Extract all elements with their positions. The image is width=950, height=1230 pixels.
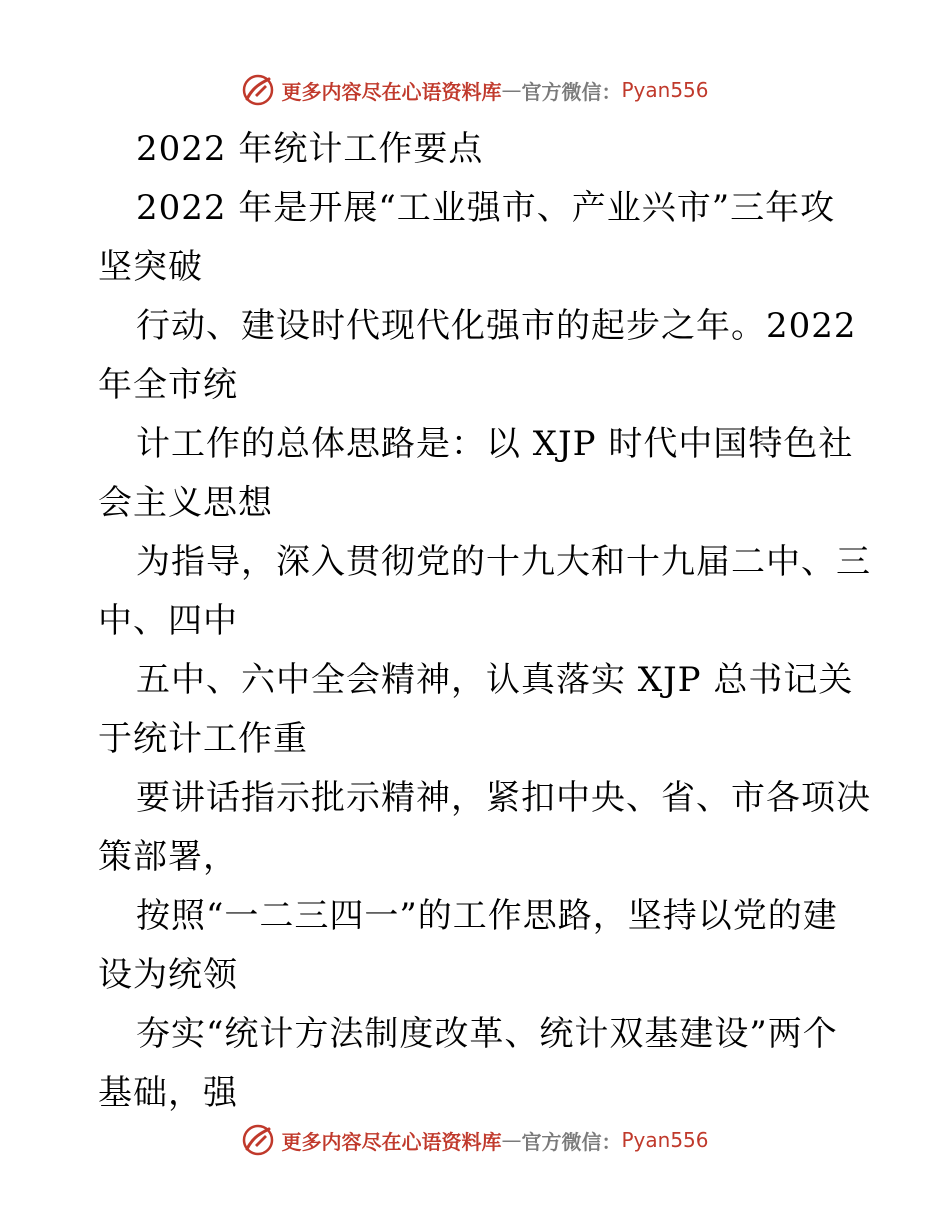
document-line: 要讲话指示批示精神，紧扣中央、省、市各项决 [136,778,871,818]
document-body [98,120,871,1123]
header-banner [0,70,950,110]
document-line: 策部署， [98,837,238,877]
document-line: 夯实“统计方法制度改革、统计双基建设”两个 [136,1014,838,1054]
document-line: 为指导，深入贯彻党的十九大和十九届二中、三 [136,542,871,582]
document-line: 会主义思想 [98,483,273,523]
document-line: 于统计工作重 [98,719,308,759]
document-line: 坚突破 [98,247,203,287]
document-line: 2022 年是开展“工业强市、产业兴市”三年攻 [136,188,836,228]
banner-wechat-label: 官方微信： [521,79,622,104]
pen-swirl-logo-icon [241,1123,275,1157]
document-line: 2022 年统计工作要点 [136,129,484,169]
banner-brand-text: 更多内容尽在心语资料库 [281,79,502,104]
document-line: 基础，强 [98,1073,238,1113]
banner-wechat-id: Pyan556 [621,1128,709,1152]
pen-swirl-logo-icon [241,73,275,107]
document-line: 设为统领 [98,955,238,995]
document-line: 年全市统 [98,365,238,405]
document-line: 计工作的总体思路是：以 XJP 时代中国特色社 [136,424,854,464]
banner-wechat-label: 官方微信： [521,1129,622,1154]
document-line: 行动、建设时代现代化强市的起步之年。2022 [136,306,857,346]
banner-dash: — [501,78,522,102]
document-line: 五中、六中全会精神，认真落实 XJP 总书记关 [136,660,854,700]
banner-wechat-id: Pyan556 [621,78,709,102]
footer-banner [0,1120,950,1160]
banner-dash: — [501,1128,522,1152]
document-line: 中、四中 [98,601,238,641]
document-line: 按照“一二三四一”的工作思路，坚持以党的建 [136,896,838,936]
banner-brand-text: 更多内容尽在心语资料库 [281,1129,502,1154]
